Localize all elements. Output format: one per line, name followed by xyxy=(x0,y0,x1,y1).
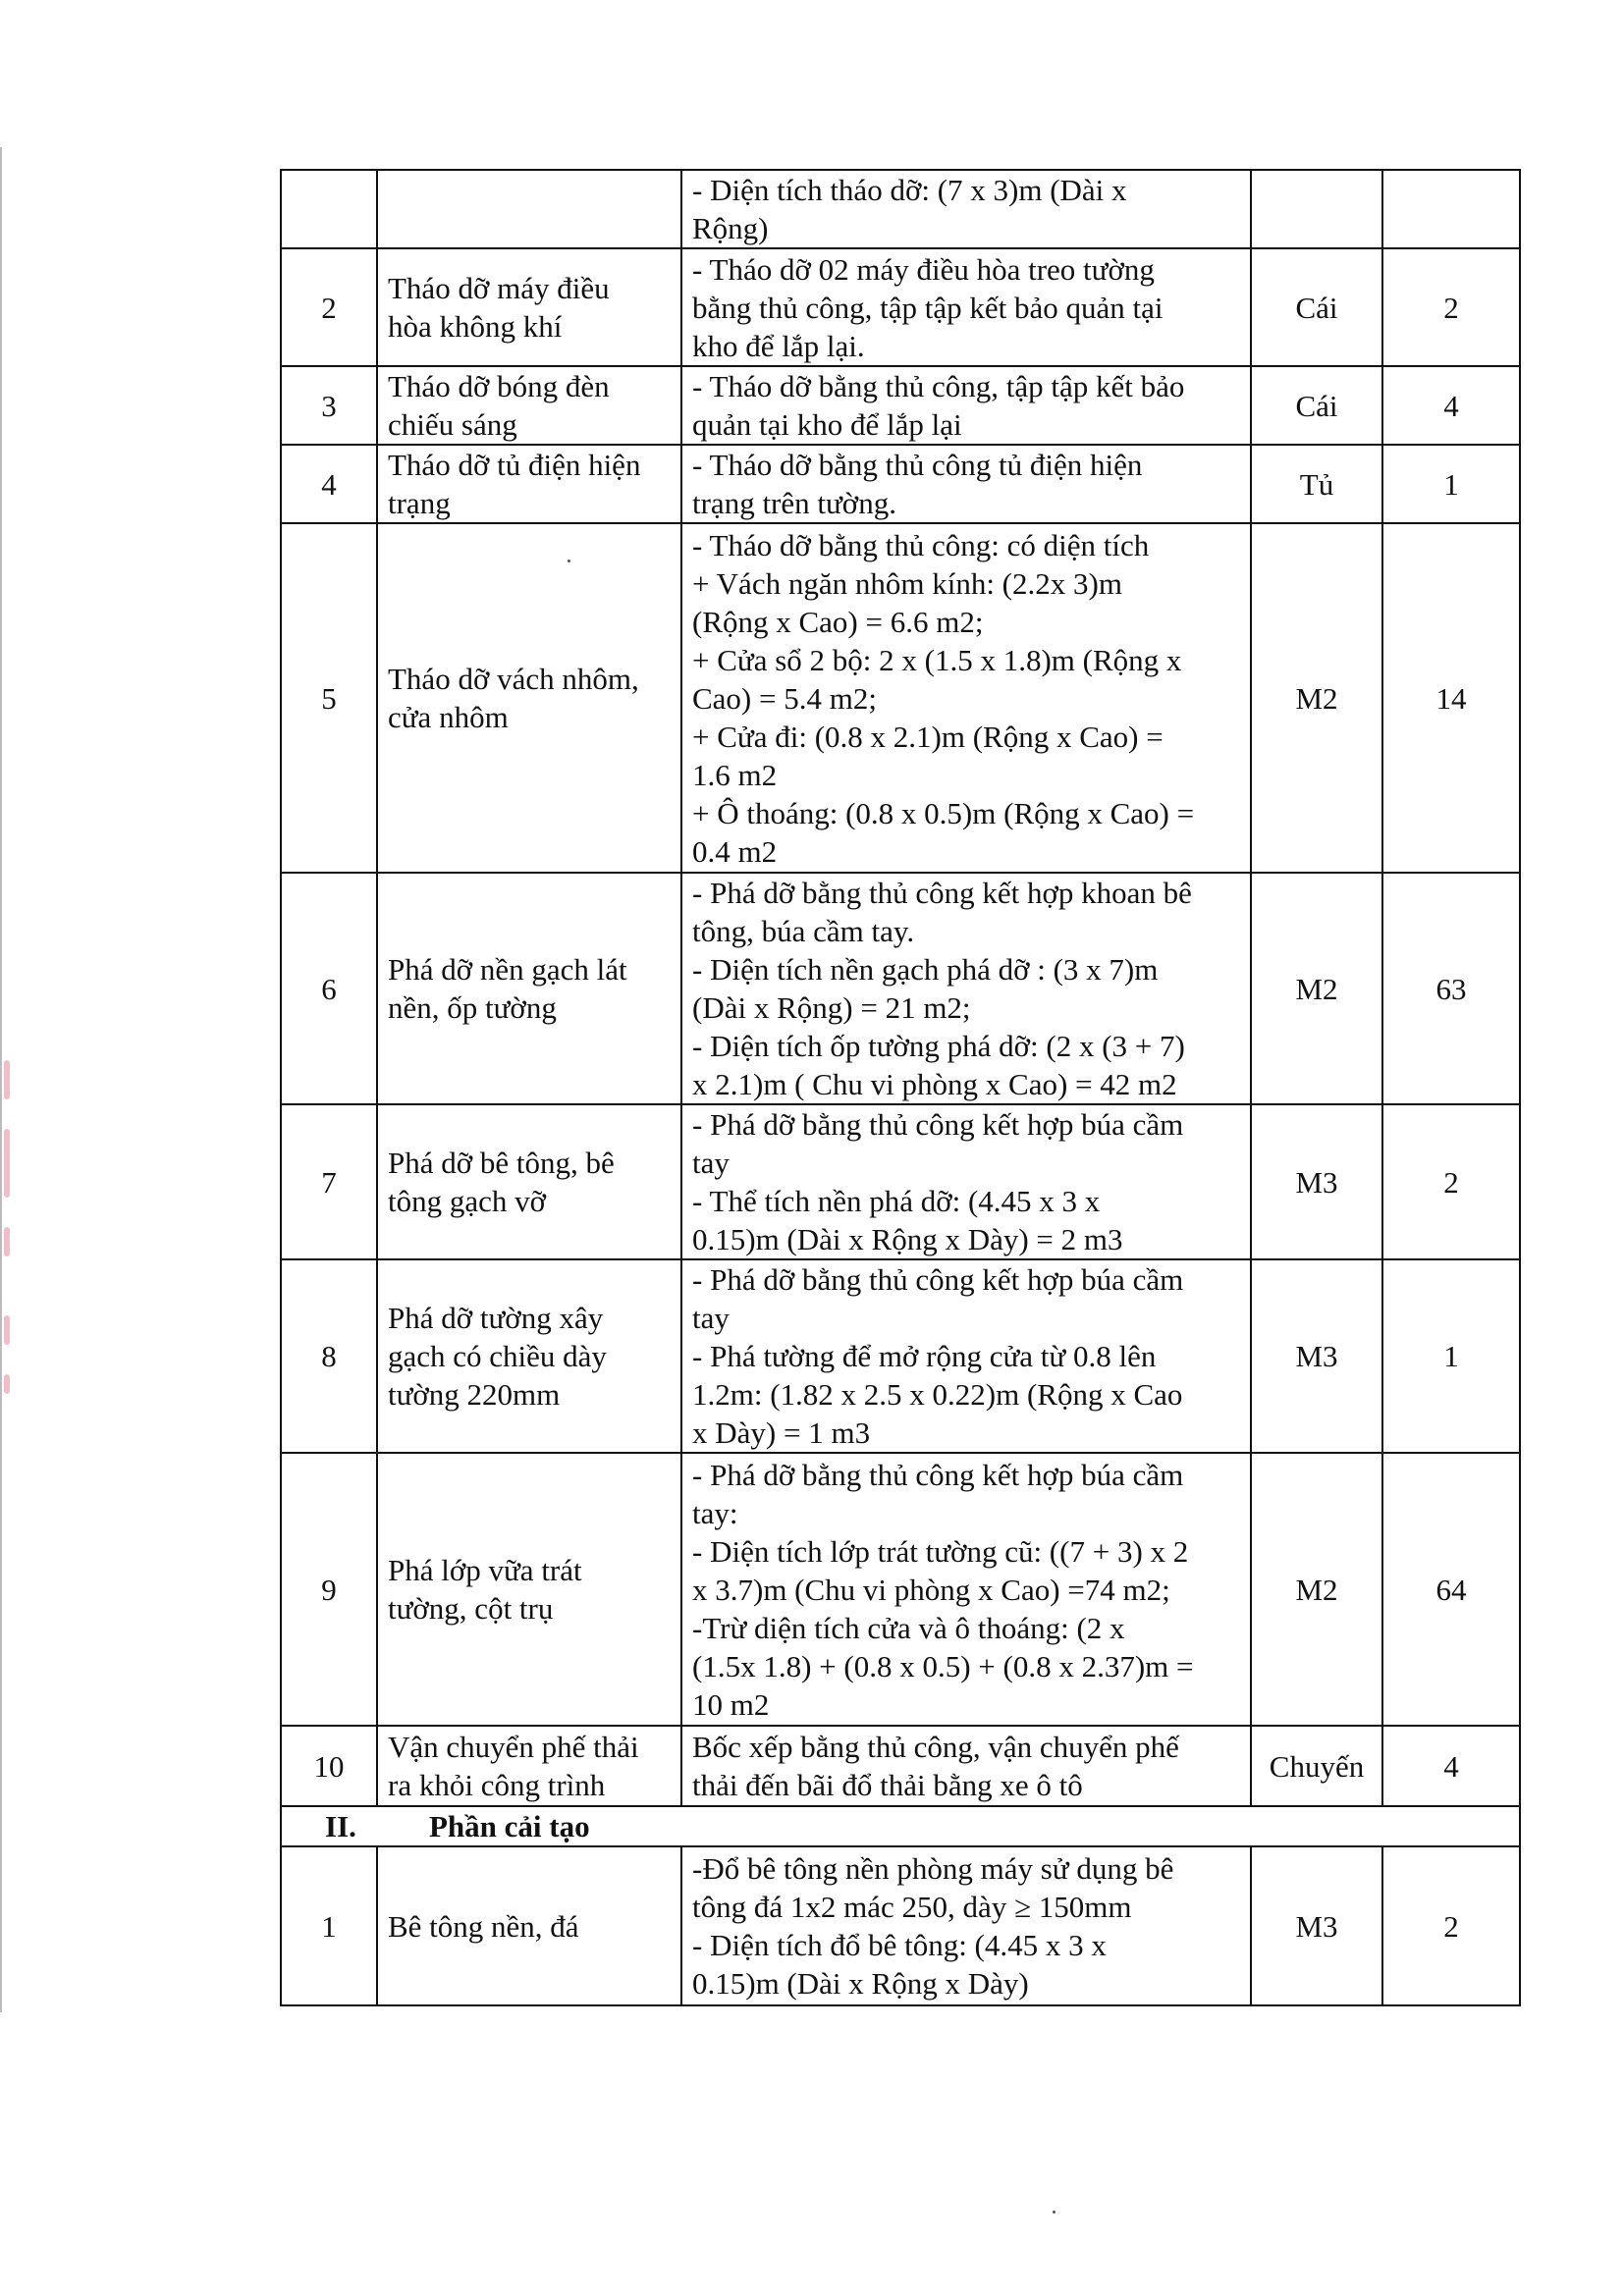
section-number: II. xyxy=(325,1809,356,1843)
item-name-line: Phá dỡ nền gạch lát xyxy=(388,952,627,987)
item-description-line: thải đến bãi đổ thải bằng xe ô tô xyxy=(692,1768,1083,1802)
item-description-line: tay xyxy=(692,1146,730,1180)
item-description-line: -Đổ bê tông nền phòng máy sử dụng bê xyxy=(692,1851,1174,1886)
item-description-line: 1.2m: (1.82 x 2.5 x 0.22)m (Rộng x Cao xyxy=(692,1377,1183,1412)
item-name-line: hòa không khí xyxy=(388,309,563,344)
item-unit: Cái xyxy=(1251,366,1382,445)
item-description xyxy=(681,523,1251,873)
page-edge-rule xyxy=(0,147,2,2012)
item-description xyxy=(681,1104,1251,1259)
table-row xyxy=(281,1453,1520,1726)
item-description-line: - Phá dỡ bằng thủ công kết hợp khoan bê xyxy=(692,876,1192,910)
scan-speck xyxy=(1053,2211,1056,2214)
item-description-line: - Thể tích nền phá dỡ: (4.45 x 3 x xyxy=(692,1184,1101,1218)
item-description-line: 0.4 m2 xyxy=(692,833,778,869)
item-name xyxy=(377,1259,681,1453)
item-description xyxy=(681,873,1251,1104)
stamp-fragment xyxy=(4,1374,10,1394)
item-name-line: cửa nhôm xyxy=(388,700,509,734)
item-description-line: (Dài x Rộng) = 21 m2; xyxy=(692,990,971,1025)
item-description-line: - Phá dỡ bằng thủ công kết hợp búa cầm xyxy=(692,1262,1184,1297)
item-quantity: 2 xyxy=(1382,1846,1520,2005)
item-description-line: - Tháo dỡ 02 máy điều hòa treo tường xyxy=(692,251,1155,287)
item-name-line: tường 220mm xyxy=(388,1377,561,1412)
stamp-fragment xyxy=(4,1060,10,1099)
work-items-table xyxy=(280,169,1521,2006)
item-description-line: - Diện tích đổ bê tông: (4.45 x 3 x xyxy=(692,1928,1107,1962)
table-row xyxy=(281,445,1520,523)
item-description xyxy=(681,248,1251,366)
item-unit: Chuyến xyxy=(1251,1726,1382,1806)
item-description-line: bằng thủ công, tập tập kết bảo quản tại xyxy=(692,290,1164,325)
item-number: 10 xyxy=(281,1726,377,1806)
item-name-line: gạch có chiều dày xyxy=(388,1339,607,1373)
item-number: 6 xyxy=(281,873,377,1104)
item-quantity: 4 xyxy=(1382,366,1520,445)
item-description-line: x 2.1)m ( Chu vi phòng x Cao) = 42 m2 xyxy=(692,1067,1177,1101)
item-name xyxy=(377,366,681,445)
stamp-fragment xyxy=(4,1315,10,1345)
item-description-line: (Rộng x Cao) = 6.6 m2; xyxy=(692,604,984,639)
item-name xyxy=(377,1453,681,1726)
item-description-line: Cao) = 5.4 m2; xyxy=(692,680,877,716)
item-quantity: 14 xyxy=(1382,523,1520,873)
item-description-line: quản tại kho để lắp lại xyxy=(692,407,962,442)
item-number: 1 xyxy=(281,1846,377,2005)
item-description-line: - Tháo dỡ bằng thủ công, tập tập kết bảo xyxy=(692,369,1185,403)
item-description xyxy=(681,170,1251,248)
item-description-line: - Phá dỡ bằng thủ công kết hợp búa cầm xyxy=(692,1107,1184,1142)
table-row xyxy=(281,523,1520,873)
item-description-line: + Cửa sổ 2 bộ: 2 x (1.5 x 1.8)m (Rộng x xyxy=(692,642,1182,677)
item-name-line: tường, cột trụ xyxy=(388,1591,554,1626)
item-description-line: 1.6 m2 xyxy=(692,757,778,792)
item-description-line: - Diện tích tháo dỡ: (7 x 3)m (Dài x xyxy=(692,173,1127,207)
table-row xyxy=(281,1104,1520,1259)
item-unit xyxy=(1251,170,1382,248)
item-name-line: trạng xyxy=(388,486,451,520)
item-name-line: chiếu sáng xyxy=(388,407,517,442)
item-quantity: 2 xyxy=(1382,1104,1520,1259)
table-row xyxy=(281,1726,1520,1806)
item-unit: M2 xyxy=(1251,523,1382,873)
item-number: 9 xyxy=(281,1453,377,1726)
table-row xyxy=(281,1259,1520,1453)
table-row xyxy=(281,248,1520,366)
item-description-line: 0.15)m (Dài x Rộng x Dày) = 2 m3 xyxy=(692,1222,1123,1256)
item-quantity: 64 xyxy=(1382,1453,1520,1726)
item-description xyxy=(681,1259,1251,1453)
item-number: 4 xyxy=(281,445,377,523)
item-name xyxy=(377,248,681,366)
section-row xyxy=(281,1806,1520,1846)
item-number: 2 xyxy=(281,248,377,366)
item-description-line: trạng trên tường. xyxy=(692,486,896,520)
item-description-line: + Vách ngăn nhôm kính: (2.2x 3)m xyxy=(692,565,1122,601)
item-description xyxy=(681,1726,1251,1806)
item-name xyxy=(377,873,681,1104)
item-description-line: - Phá dỡ bằng thủ công kết hợp búa cầm xyxy=(692,1457,1184,1492)
item-name xyxy=(377,1726,681,1806)
item-name-line: Phá dỡ bê tông, bê xyxy=(388,1146,615,1180)
item-description xyxy=(681,1453,1251,1726)
item-name xyxy=(377,1104,681,1259)
item-description-line: - Tháo dỡ bằng thủ công tủ điện hiện xyxy=(692,448,1143,482)
table-row xyxy=(281,366,1520,445)
item-number: 5 xyxy=(281,523,377,873)
item-description-line: + Ô thoáng: (0.8 x 0.5)m (Rộng x Cao) = xyxy=(692,795,1195,830)
item-name-line: Vận chuyển phế thải xyxy=(388,1730,639,1764)
item-description-line: Rộng) xyxy=(692,211,769,245)
item-description-line: 10 m2 xyxy=(692,1686,770,1722)
item-name xyxy=(377,1846,681,2005)
item-description-line: - Diện tích nền gạch phá dỡ : (3 x 7)m xyxy=(692,952,1159,987)
item-description-line: tay xyxy=(692,1301,730,1335)
item-name-line: tông gạch vỡ xyxy=(388,1184,547,1218)
item-unit: Cái xyxy=(1251,248,1382,366)
table-row xyxy=(281,873,1520,1104)
item-description-line: (1.5x 1.8) + (0.8 x 0.5) + (0.8 x 2.37)m = xyxy=(692,1648,1194,1683)
item-description-line: 0.15)m (Dài x Rộng x Dày) xyxy=(692,1966,1029,2001)
item-number: 8 xyxy=(281,1259,377,1453)
item-quantity: 2 xyxy=(1382,248,1520,366)
stamp-fragment xyxy=(4,1227,10,1256)
section-title: Phần cải tạo xyxy=(429,1809,590,1843)
item-quantity: 1 xyxy=(1382,445,1520,523)
item-description-line: tay: xyxy=(692,1495,738,1530)
item-description-line: kho để lắp lại. xyxy=(692,328,865,363)
item-unit: M3 xyxy=(1251,1259,1382,1453)
item-number: 7 xyxy=(281,1104,377,1259)
item-description-line: - Tháo dỡ bằng thủ công: có diện tích xyxy=(692,527,1150,562)
item-name-line: Bê tông nền, đá xyxy=(388,1908,579,1944)
item-name xyxy=(377,523,681,873)
item-description-line: x 3.7)m (Chu vi phòng x Cao) =74 m2; xyxy=(692,1572,1170,1607)
item-quantity: 4 xyxy=(1382,1726,1520,1806)
item-description-line: - Diện tích lớp trát tường cũ: ((7 + 3) x 2 xyxy=(692,1533,1189,1569)
item-name-line: Phá lớp vữa trát xyxy=(388,1553,582,1587)
item-unit: M2 xyxy=(1251,873,1382,1104)
item-description xyxy=(681,1846,1251,2005)
item-description-line: -Trừ diện tích cửa và ô thoáng: (2 x xyxy=(692,1610,1125,1645)
item-description-line: tông đá 1x2 mác 250, dày ≥ 150mm xyxy=(692,1890,1132,1924)
item-description-line: - Diện tích ốp tường phá dỡ: (2 x (3 + 7) xyxy=(692,1029,1185,1063)
item-description xyxy=(681,445,1251,523)
item-unit: M2 xyxy=(1251,1453,1382,1726)
item-description-line: Bốc xếp bằng thủ công, vận chuyển phế xyxy=(692,1730,1179,1764)
item-name-line: Tháo dỡ bóng đèn xyxy=(388,369,610,403)
section-cell xyxy=(281,1806,1520,1846)
item-name-line: Tháo dỡ tủ điện hiện xyxy=(388,448,641,482)
item-name xyxy=(377,170,681,248)
item-description-line: x Dày) = 1 m3 xyxy=(692,1415,871,1450)
item-number xyxy=(281,170,377,248)
item-description-line: - Phá tường để mở rộng cửa từ 0.8 lên xyxy=(692,1339,1157,1373)
table-row xyxy=(281,1846,1520,2005)
item-quantity: 1 xyxy=(1382,1259,1520,1453)
item-description xyxy=(681,366,1251,445)
table-row xyxy=(281,170,1520,248)
item-name-line: ra khỏi công trình xyxy=(388,1768,606,1802)
item-quantity: 63 xyxy=(1382,873,1520,1104)
item-unit: M3 xyxy=(1251,1104,1382,1259)
item-name-line: nền, ốp tường xyxy=(388,990,557,1025)
item-name-line: Tháo dỡ vách nhôm, xyxy=(388,662,639,696)
item-name xyxy=(377,445,681,523)
item-unit: M3 xyxy=(1251,1846,1382,2005)
item-name-line: Phá dỡ tường xây xyxy=(388,1301,604,1335)
item-name-line: Tháo dỡ máy điều xyxy=(388,271,610,305)
item-description-line: tông, búa cầm tay. xyxy=(692,914,915,948)
stamp-fragment xyxy=(4,1129,10,1198)
item-description-line: + Cửa đi: (0.8 x 2.1)m (Rộng x Cao) = xyxy=(692,719,1164,754)
item-unit: Tủ xyxy=(1251,445,1382,523)
item-quantity xyxy=(1382,170,1520,248)
item-number: 3 xyxy=(281,366,377,445)
